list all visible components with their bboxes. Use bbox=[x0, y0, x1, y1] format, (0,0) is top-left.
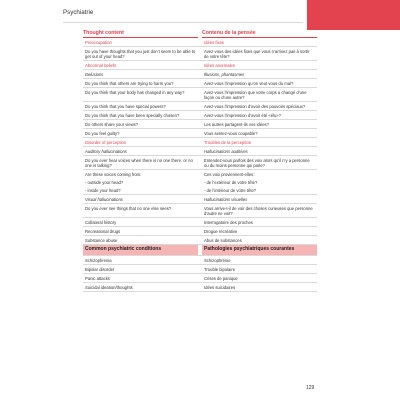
page-number: 129 bbox=[306, 385, 315, 391]
table-row bbox=[83, 218, 317, 227]
table-row bbox=[83, 227, 317, 236]
french-phrase: Avez-vous l’impression qu’on veut vous du mal? bbox=[204, 81, 294, 86]
english-phrase: Substance abuse bbox=[85, 238, 118, 243]
english-phrase: Delusions bbox=[85, 72, 104, 77]
english-phrase: Disorder of perception bbox=[85, 140, 127, 145]
table-row bbox=[83, 88, 317, 102]
french-phrase: Vous sentez-vous coupable? bbox=[204, 131, 258, 136]
table-row bbox=[83, 236, 317, 245]
french-phrase: Schizophrénie bbox=[204, 257, 231, 263]
french-phrase: Troubles de la perception bbox=[204, 140, 252, 145]
table-row bbox=[83, 138, 317, 147]
table-row bbox=[83, 186, 317, 195]
table-row bbox=[83, 47, 317, 61]
section-title: Psychiatrie bbox=[63, 9, 94, 16]
english-phrase: Preoccupation bbox=[85, 40, 112, 45]
phrase-table bbox=[83, 30, 317, 292]
french-phrase: Idées anormales bbox=[204, 63, 235, 68]
english-phrase: Are these voices coming from: bbox=[85, 172, 142, 177]
table-row bbox=[83, 265, 317, 274]
french-phrase: Abus de substances bbox=[204, 238, 242, 243]
french-phrase: Les autres partagent-ils vos idées? bbox=[204, 122, 269, 127]
french-phrase: Illusions, phantasmes bbox=[204, 72, 245, 77]
table-row bbox=[83, 283, 317, 292]
table-row bbox=[83, 70, 317, 79]
english-phrase: Do you think that you have special powers? bbox=[85, 104, 166, 109]
table-row bbox=[83, 256, 317, 265]
french-phrase: Ces voix proviennent-elles : bbox=[204, 172, 256, 177]
french-phrase: - de l’intérieur de votre tête? bbox=[204, 188, 257, 193]
english-phrase: Do you think that you have been specially chosen? bbox=[85, 113, 180, 118]
english-phrase: Suicidal ideation/thoughts bbox=[85, 284, 133, 290]
english-phrase: Abnormal beliefs bbox=[85, 63, 117, 68]
table-row bbox=[83, 79, 317, 88]
english-phrase: Do you feel guilty? bbox=[85, 131, 120, 136]
english-phrase: Common psychiatric conditions bbox=[83, 245, 198, 255]
french-phrase: Entendez-vous parfois des voix alors qu’il n’y a personne ou du moins personne qui parle? bbox=[204, 158, 310, 168]
table-row bbox=[83, 61, 317, 70]
english-phrase: - inside your head? bbox=[85, 188, 121, 193]
english-phrase: Bipolar disorder bbox=[85, 266, 115, 272]
english-phrase: Schizophrenia bbox=[85, 257, 112, 263]
table-row bbox=[83, 38, 317, 47]
french-phrase: Interrogatoire des proches bbox=[204, 220, 253, 225]
french-phrase: Avez-vous l’impression d’avoir des pouvoirs spéciaux? bbox=[204, 104, 306, 109]
table-row bbox=[83, 195, 317, 204]
english-phrase: Do you think that others are trying to harm you? bbox=[85, 81, 174, 86]
french-phrase: Hallucinations auditives bbox=[204, 149, 248, 154]
english-phrase: Do others share your views? bbox=[85, 122, 139, 127]
french-phrase: Drogue récréative bbox=[204, 229, 238, 234]
english-phrase: Do you think that your body has changed in any way? bbox=[85, 90, 185, 95]
header-divider bbox=[63, 22, 303, 23]
french-phrase: Vous arrive-t-il de voir des choses curieuses que personne d’autre ne voit? bbox=[204, 206, 313, 216]
english-phrase: - outside your head? bbox=[85, 180, 124, 185]
french-phrase: Crises de panique bbox=[204, 275, 238, 281]
table-row bbox=[83, 129, 317, 138]
english-phrase: Visual hallucinations bbox=[85, 197, 123, 202]
french-phrase: Hallucinations visuelles bbox=[204, 197, 248, 202]
english-phrase: Collateral history bbox=[85, 220, 117, 225]
french-phrase: Idées fixes bbox=[204, 40, 225, 45]
french-phrase: Avez-vous des idées fixes que vous n’arrivez pas à sortir de votre tête? bbox=[204, 49, 310, 59]
french-phrase: - de l’extérieur de votre tête? bbox=[204, 180, 258, 185]
table-row bbox=[83, 102, 317, 111]
english-phrase: Do you ever hear voices when there is no one there, or no one is talking? bbox=[85, 158, 193, 168]
table-row bbox=[83, 245, 317, 256]
table-row bbox=[83, 120, 317, 129]
english-phrase: Recreational drugs bbox=[85, 229, 121, 234]
english-phrase: Do you have thoughts that you just don’t seem to be able to get out of your head? bbox=[85, 49, 196, 59]
column-headers bbox=[83, 30, 317, 38]
table-row bbox=[83, 147, 317, 156]
french-phrase: Avez-vous l’impression d’avoir été «élu»? bbox=[204, 113, 281, 118]
french-phrase: Pathologies psychiatriques courantes bbox=[202, 245, 317, 255]
column-header-english: Thought content bbox=[83, 30, 198, 38]
table-row bbox=[83, 204, 317, 218]
column-header-french: Contenu de la pensée bbox=[202, 30, 317, 38]
french-phrase: Avez-vous l’impression que votre corps a changé d’une façon ou d’une autre? bbox=[204, 90, 307, 100]
english-phrase: Auditory hallucinations bbox=[85, 149, 127, 154]
french-phrase: Idées suicidaires bbox=[204, 284, 236, 290]
french-phrase: Trouble bipolaire bbox=[204, 266, 236, 272]
table-row bbox=[83, 178, 317, 186]
english-phrase: Panic attacks bbox=[85, 275, 110, 281]
chapter-tab bbox=[307, 0, 400, 30]
table-row bbox=[83, 156, 317, 170]
table-body bbox=[83, 38, 317, 292]
table-row bbox=[83, 111, 317, 120]
table-row bbox=[83, 170, 317, 178]
english-phrase: Do you ever see things that no one else sees? bbox=[85, 206, 172, 211]
table-row bbox=[83, 274, 317, 283]
